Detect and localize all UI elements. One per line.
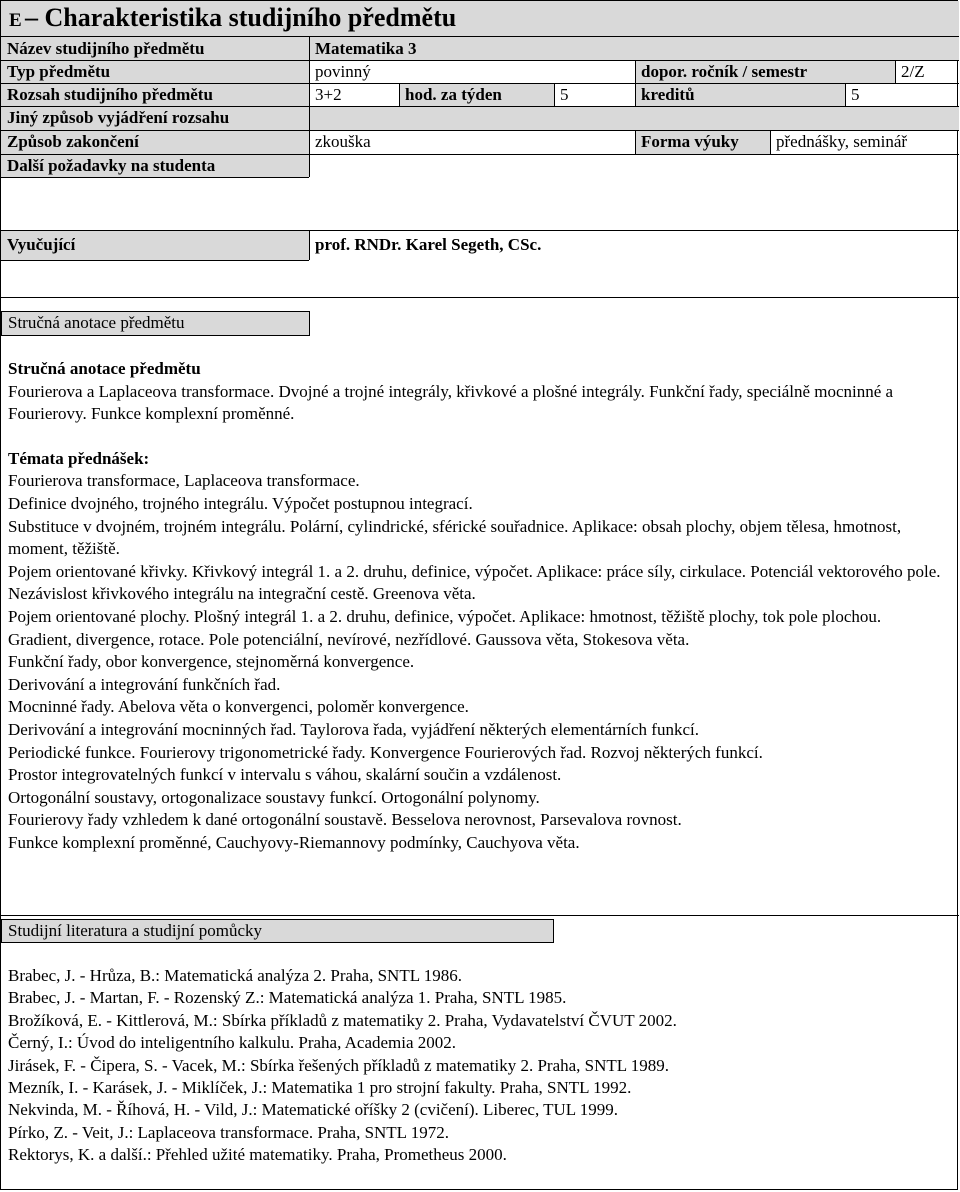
other-scope-label: Jiný způsob vyjádření rozsahu — [7, 108, 230, 127]
literature-item: Pírko, Z. - Veit, J.: Laplaceova transformace. Praha, SNTL 1972. — [8, 1122, 449, 1142]
document-title — [1, 1, 959, 37]
credits-value: 5 — [851, 85, 860, 104]
topic-item: Derivování a integrování funkčních řad. — [8, 674, 281, 694]
literature-list — [8, 965, 953, 1167]
completion-value: zkouška — [315, 132, 371, 151]
other-requirements-label: Další požadavky na studenta — [7, 156, 216, 175]
title-text: – Charakteristika studijního předmětu — [25, 3, 457, 32]
topic-item: Mocninné řady. Abelova věta o konvergenci, poloměr konvergence. — [8, 697, 469, 717]
hours-per-week-value: 5 — [560, 85, 569, 104]
literature-item: Nekvinda, M. - Říhová, H. - Vild, J.: Matematické oříšky 2 (cvičení). Liberec, TUL 1999. — [8, 1100, 619, 1120]
hours-per-week-label: hod. za týden — [405, 85, 502, 104]
topic-item: Ortogonální soustavy, ortogonalizace soustavy funkcí. Ortogonální polynomy. — [8, 787, 540, 807]
topic-item: Gradient, divergence, rotace. Pole potenciální, nevírové, nezřídlové. Gaussova věta, Stokesova věta. — [8, 629, 690, 649]
topic-item: Prostor integrovatelných funkcí v intervalu s váhou, skalární součin a vzdálenost. — [8, 765, 562, 785]
recommended-year-value: 2/Z — [901, 62, 925, 81]
literature-item: Černý, I.: Úvod do inteligentního kalkulu. Praha, Academia 2002. — [8, 1033, 457, 1053]
literature-item: Mezník, I. - Karásek, J. - Miklíček, J.: Matematika 1 pro strojní fakulty. Praha, SNTL 1992. — [8, 1078, 632, 1098]
topic-item: Derivování a integrování mocninných řad. Taylorova řada, vyjádření některých elementárních funkcí. — [8, 719, 699, 739]
topic-item: Funkce komplexní proměnné, Cauchyovy-Riemannovy podmínky, Cauchyova věta. — [8, 832, 580, 852]
annotation-block — [8, 358, 953, 854]
literature-item: Brabec, J. - Martan, F. - Rozenský Z.: Matematická analýza 1. Praha, SNTL 1985. — [8, 988, 567, 1008]
topic-item: Fourierovy řady vzhledem k dané ortogonální soustavě. Besselova nerovnost, Parsevalova rovnost. — [8, 810, 682, 830]
title-prefix: E — [9, 10, 22, 31]
section-divider — [1, 915, 959, 916]
recommended-year-label: dopor. ročník / semestr — [641, 62, 808, 81]
course-name-value: Matematika 3 — [315, 39, 417, 58]
course-scope-label: Rozsah studijního předmětu — [7, 85, 213, 104]
course-type-label: Typ předmětu — [7, 62, 111, 81]
literature-item: Brožíková, E. - Kittlerová, M.: Sbírka příkladů z matematiky 2. Praha, Vydavatelství ČVUT 2002. — [8, 1010, 677, 1030]
topic-item: Fourierova transformace, Laplaceova transformace. — [8, 471, 360, 491]
lecturer-value: prof. RNDr. Karel Segeth, CSc. — [315, 235, 542, 254]
topic-item: Substituce v dvojném, trojném integrálu. Polární, cylindrické, sférické souřadnice. Aplikace: obsah plochy, objem tělesa, hmotnost, moment, těžiště. — [8, 516, 902, 559]
annotation-heading: Stručná anotace předmětu — [8, 359, 201, 378]
credits-label: kreditů — [641, 85, 695, 104]
teaching-form-label: Forma výuky — [641, 132, 739, 151]
course-name-label: Název studijního předmětu — [7, 39, 205, 58]
topic-item: Periodické funkce. Fourierovy trigonometrické řady. Konvergence Fourierových řad. Rozvoj některých funkcí. — [8, 742, 763, 762]
literature-item: Rektorys, K. a další.: Přehled užité matematiky. Praha, Prometheus 2000. — [8, 1145, 507, 1165]
literature-item: Brabec, J. - Hrůza, B.: Matematická analýza 2. Praha, SNTL 1986. — [8, 966, 462, 985]
topic-item: Pojem orientované plochy. Plošný integrál 1. a 2. druhu, definice, výpočet. Aplikace: hmotnost, těžiště plochy, tok pole plochou. — [8, 606, 882, 626]
lecturer-label: Vyučující — [7, 235, 76, 254]
completion-label: Způsob zakončení — [7, 132, 139, 151]
topic-item: Pojem orientované křivky. Křivkový integrál 1. a 2. druhu, definice, výpočet. Aplikace: práce síly, cirkulace. Potenciál vektorového pole. Nezávislost křivkového integrálu na integrační cestě. Greenova věta. — [8, 561, 941, 604]
annotation-text: Fourierova a Laplaceova transformace. Dvojné a trojné integrály, křivkové a plošné integrály. Funkční řady, speciálně mocninné a Fourierovy. Funkce komplexní proměnné. — [8, 381, 894, 424]
literature-item: Jirásek, F. - Čipera, S. - Vacek, M.: Sbírka řešených příkladů z matematiky 2. Praha, SNTL 1989. — [8, 1055, 670, 1075]
course-type-value: povinný — [315, 62, 371, 81]
course-scope-value: 3+2 — [315, 85, 342, 104]
topic-item: Funkční řady, obor konvergence, stejnoměrná konvergence. — [8, 652, 415, 672]
topics-heading: Témata přednášek: — [8, 448, 150, 468]
topic-item: Definice dvojného, trojného integrálu. Výpočet postupnou integrací. — [8, 493, 473, 513]
annotation-section-label: Stručná anotace předmětu — [1, 311, 310, 336]
teaching-form-value: přednášky, seminář — [776, 132, 908, 151]
literature-section-label: Studijní literatura a studijní pomůcky — [1, 919, 554, 943]
